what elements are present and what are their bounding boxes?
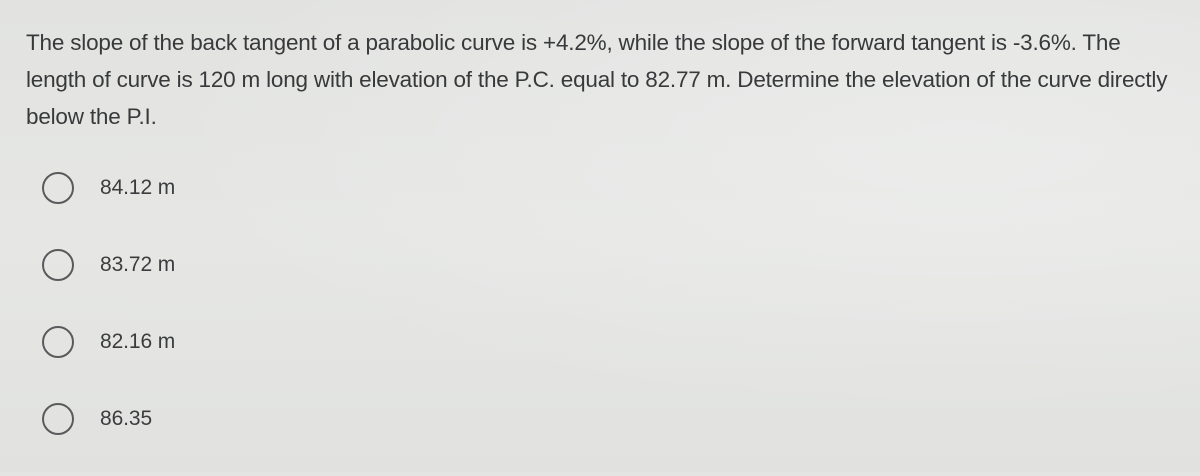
answer-option-label: 86.35 xyxy=(100,407,153,430)
answer-option-label: 82.16 m xyxy=(100,330,176,353)
answer-option-4[interactable] xyxy=(42,399,442,439)
answer-option-label: 83.72 m xyxy=(100,253,176,276)
question-text: The slope of the back tangent of a parabolic curve is +4.2%, while the slope of the forward tangent is -3.6%. The length of curve is 120 m long with elevation of the P.C. equal to 82.77 m. Determine the elevation of the curve directly below the P.I. xyxy=(26,30,1168,129)
radio-unchecked-icon[interactable] xyxy=(42,172,74,204)
answer-option-1[interactable] xyxy=(42,168,442,208)
answer-options xyxy=(42,168,442,476)
radio-unchecked-icon[interactable] xyxy=(42,249,74,281)
radio-unchecked-icon[interactable] xyxy=(42,403,74,435)
answer-option-label: 84.12 m xyxy=(100,176,176,199)
answer-option-3[interactable] xyxy=(42,322,442,362)
radio-unchecked-icon[interactable] xyxy=(42,326,74,358)
answer-option-2[interactable] xyxy=(42,245,442,285)
